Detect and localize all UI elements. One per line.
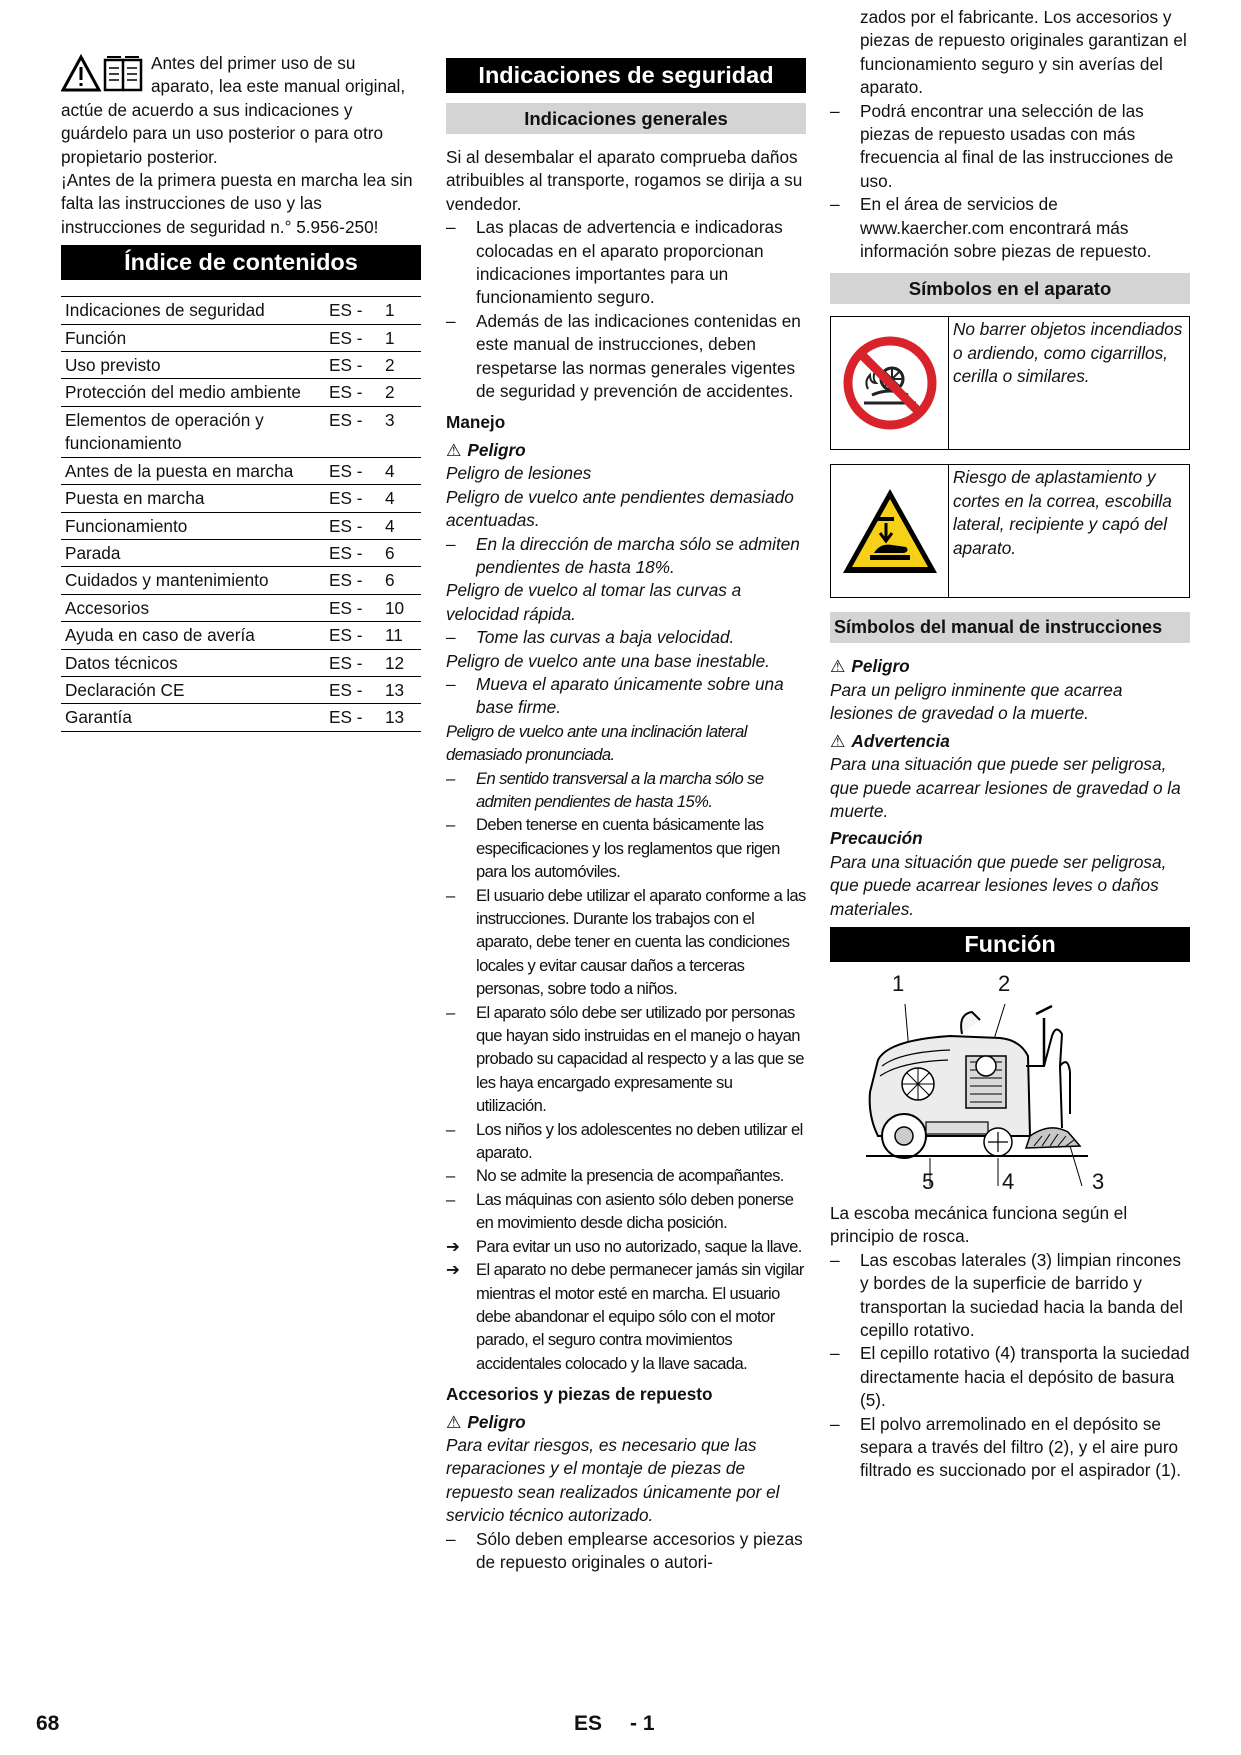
figure-label: 5: [922, 1168, 935, 1194]
toc-page: 3: [383, 406, 421, 457]
toc-page: 10: [383, 594, 421, 621]
list-item: – En el área de servicios de www.kaercher.com encontrará más información sobre piezas de repuesto.: [830, 194, 1152, 262]
precaucion-label: Precaución: [830, 828, 923, 849]
manejo-warning: ⚠ Peligro: [446, 439, 526, 460]
toc-page: 13: [383, 676, 421, 703]
precaucion-text: Para una situación que puede ser peligrosa, que puede acarrear lesiones leves o daños materiales.: [830, 851, 1167, 919]
toc-page: 12: [383, 649, 421, 676]
toc-prefix: ES -: [327, 567, 383, 594]
column-1: [61, 52, 421, 732]
list-item: – El cepillo rotativo (4) transporta la suciedad directamente hacia el depósito de basura (5).: [830, 1343, 1190, 1411]
toc-row: [61, 512, 421, 539]
toc-label: Antes de la puesta en marcha: [61, 457, 327, 484]
manejo-title: Manejo: [446, 412, 506, 433]
toc-page: 2: [383, 352, 421, 379]
figure-label: 2: [998, 970, 1011, 996]
list-item: – Mueva el aparato únicamente sobre una base firme.: [446, 673, 784, 718]
intro-text-2: ¡Antes de la primera puesta en marcha lea sin falta las instrucciones de uso y las instrucciones de seguridad n.° 5.956-250!: [61, 170, 413, 237]
page-number: 68: [36, 1712, 60, 1735]
general-title: Indicaciones generales: [446, 103, 806, 134]
toc-prefix: ES -: [327, 406, 383, 457]
toc-prefix: ES -: [327, 622, 383, 649]
toc-prefix: ES -: [327, 594, 383, 621]
symbol-description: Riesgo de aplastamiento y cortes en la correa, escobilla lateral, recipiente y capó del aparato.: [953, 467, 1172, 558]
toc-page: 1: [383, 297, 421, 324]
toc-row: [61, 406, 421, 457]
toc-label: Elementos de operación y funcionamiento: [61, 406, 327, 457]
peligro-text: Para un peligro inminente que acarrea lesiones de gravedad o la muerte.: [830, 679, 1123, 724]
toc-page: 11: [383, 622, 421, 649]
toc-prefix: ES -: [327, 352, 383, 379]
list-item: – No se admite la presencia de acompañantes.: [446, 1166, 784, 1186]
accessories-title: Accesorios y piezas de repuesto: [446, 1384, 713, 1405]
toc-label: Uso previsto: [61, 352, 327, 379]
toc-prefix: ES -: [327, 379, 383, 406]
accessories-text: Para evitar riesgos, es necesario que las reparaciones y el montaje de piezas de repuesto sean realizados únicamente por el servicio técnico autorizado.: [446, 1434, 780, 1526]
toc-prefix: ES -: [327, 324, 383, 351]
intro-block: [61, 52, 421, 239]
list-item: – Deben tenerse en cuenta básicamente las especificaciones y los reglamentos que rigen para los automóviles.: [446, 815, 780, 882]
toc-row: [61, 594, 421, 621]
toc-page: 4: [383, 512, 421, 539]
symbol-box-fire: [830, 316, 1190, 450]
warning-icon: ⚠: [446, 439, 462, 460]
toc-label: Cuidados y mantenimiento: [61, 567, 327, 594]
toc-row: [61, 352, 421, 379]
symbol-image: [831, 317, 949, 449]
list-item: – Los niños y los adolescentes no deben utilizar el aparato.: [446, 1119, 803, 1163]
toc-label: Accesorios: [61, 594, 327, 621]
column-3: [830, 7, 1190, 1483]
toc-prefix: ES -: [327, 485, 383, 512]
toc-prefix: ES -: [327, 704, 383, 731]
footer-sub: - 1: [630, 1712, 655, 1735]
list-item: – Además de las indicaciones contenidas en este manual de instrucciones, deben respetarse las normas generales vigentes de seguridad y prevención de accidentes.: [446, 310, 801, 402]
figure-label: 1: [892, 970, 905, 996]
symbol-box-crush: [830, 464, 1190, 598]
safety-title: Indicaciones de seguridad: [446, 58, 806, 93]
toc-prefix: ES -: [327, 457, 383, 484]
manejo-line: Peligro de vuelco ante una inclinación lateral demasiado pronunciada.: [446, 721, 747, 765]
toc-label: Declaración CE: [61, 676, 327, 703]
toc-row: [61, 457, 421, 484]
toc-page: 1: [383, 324, 421, 351]
funcion-text: La escoba mecánica funciona según el principio de rosca.: [830, 1202, 1128, 1247]
list-item: – Las máquinas con asiento sólo deben ponerse en movimiento desde dicha posición.: [446, 1189, 794, 1233]
toc-prefix: ES -: [327, 539, 383, 566]
list-item: – Sólo deben emplearse accesorios y piezas de repuesto originales o autori-: [446, 1528, 803, 1572]
toc-row: [61, 567, 421, 594]
figure-label: 4: [1002, 1168, 1015, 1194]
crush-hazard-icon: [840, 485, 940, 577]
toc-label: Garantía: [61, 704, 327, 731]
warning-book-icon: [61, 54, 145, 94]
toc-table: [61, 296, 421, 732]
toc-label: Función: [61, 324, 327, 351]
toc-prefix: ES -: [327, 676, 383, 703]
sweeper-diagram: [830, 996, 1190, 1196]
toc-page: 6: [383, 567, 421, 594]
arrow-item: ➔ Para evitar un uso no autorizado, saque la llave.: [446, 1235, 806, 1258]
toc-prefix: ES -: [327, 512, 383, 539]
toc-prefix: ES -: [327, 297, 383, 324]
toc-page: 2: [383, 379, 421, 406]
manejo-line: Peligro de vuelco ante una base inestable.: [446, 650, 770, 671]
toc-row: [61, 297, 421, 324]
toc-page: 4: [383, 457, 421, 484]
toc-label: Funcionamiento: [61, 512, 327, 539]
toc-title: Índice de contenidos: [61, 245, 421, 280]
toc-label: Protección del medio ambiente: [61, 379, 327, 406]
toc-label: Puesta en marcha: [61, 485, 327, 512]
accessories-warning: ⚠ Peligro: [446, 1411, 526, 1432]
list-item: – Las escobas laterales (3) limpian rincones y bordes de la superficie de barrido y transportan la suciedad hacia la banda del cepillo rotativo.: [830, 1249, 1183, 1340]
symbol-description: No barrer objetos incendiados o ardiendo, como cigarrillos, cerilla o similares.: [953, 319, 1183, 387]
arrow-icon: ➔: [446, 1260, 460, 1280]
funcion-title: Función: [830, 927, 1190, 962]
warning-icon: ⚠: [830, 656, 846, 677]
list-item-continued: zados por el fabricante. Los accesorios y piezas de repuesto originales garantizan el funcionamiento seguro y sin averías del aparato.: [860, 7, 1187, 98]
device-symbols-title: Símbolos en el aparato: [830, 273, 1190, 304]
warning-manual-icons: [61, 54, 145, 94]
footer-lang: ES: [574, 1712, 603, 1735]
warning-icon: ⚠: [830, 730, 846, 751]
toc-label: Ayuda en caso de avería: [61, 622, 327, 649]
manejo-line: Peligro de lesiones: [446, 463, 592, 484]
general-text: Si al desembalar el aparato comprueba daños atribuibles al transporte, rogamos se dirija a su vendedor.: [446, 147, 803, 214]
toc-row: [61, 622, 421, 649]
symbol-image: [831, 465, 949, 597]
list-item: – El usuario debe utilizar el aparato conforme a las instrucciones. Durante los trabajos con el aparato, debe tener en cuenta las condiciones locales y evitar causar daños a terceras personas, sobre todo a niños.: [446, 885, 806, 999]
toc-row: [61, 379, 421, 406]
arrow-item: ➔ El aparato no debe permanecer jamás sin vigilar mientras el motor esté en marcha. El usuario debe abandonar el equipo sólo con el motor parado, el seguro contra movimientos accidentales colocado y la llave sacada.: [446, 1258, 806, 1375]
list-item: – Las placas de advertencia e indicadoras colocadas en el aparato proporcionan indicaciones importantes para un funcionamiento seguro.: [446, 217, 783, 308]
list-item: – En la dirección de marcha sólo se admiten pendientes de hasta 18%.: [446, 533, 800, 577]
intro-text-1: Antes del primer uso de su aparato, lea este manual original, actúe de acuerdo a sus indicaciones y guárdelo para un uso posterior o para otro propietario posterior.: [61, 53, 406, 167]
toc-row: [61, 539, 421, 566]
toc-prefix: ES -: [327, 649, 383, 676]
toc-row: [61, 324, 421, 351]
toc-label: Parada: [61, 539, 327, 566]
peligro-label: ⚠ Peligro: [830, 656, 910, 677]
toc-page: 4: [383, 485, 421, 512]
toc-row: [61, 676, 421, 703]
toc-page: 13: [383, 704, 421, 731]
toc-row: [61, 704, 421, 731]
list-item: – Podrá encontrar una selección de las piezas de repuesto usadas con más frecuencia al final de las instrucciones de uso.: [830, 100, 1174, 191]
column-2: [446, 52, 806, 1574]
toc-label: Indicaciones de seguridad: [61, 297, 327, 324]
toc-row: [61, 485, 421, 512]
manual-symbols-title: Símbolos del manual de instrucciones: [830, 612, 1190, 643]
toc-label: Datos técnicos: [61, 649, 327, 676]
manejo-line: Peligro de vuelco al tomar las curvas a velocidad rápida.: [446, 580, 742, 624]
list-item: – Tome las curvas a baja velocidad.: [446, 627, 735, 648]
figure-label: 3: [1092, 1168, 1105, 1194]
no-burning-objects-icon: [842, 335, 938, 431]
arrow-icon: ➔: [446, 1236, 460, 1256]
warning-icon: ⚠: [446, 1411, 462, 1432]
list-item: – El polvo arremolinado en el depósito se separa a través del filtro (2), y el aire puro filtrado es succionado por el aspirador (1).: [830, 1413, 1181, 1481]
list-item: – El aparato sólo debe ser utilizado por personas que hayan sido instruidas en el manejo o hayan probado su capacidad al respecto y a las que se les haya encargado expresamente su utilización.: [446, 1002, 804, 1116]
manejo-line: Peligro de vuelco ante pendientes demasiado acentuadas.: [446, 486, 794, 531]
sweeper-figure: [830, 972, 1190, 1202]
toc-page: 6: [383, 539, 421, 566]
advertencia-text: Para una situación que puede ser peligrosa, que puede acarrear lesiones de gravedad o la muerte.: [830, 754, 1181, 821]
toc-row: [61, 649, 421, 676]
list-item: – En sentido transversal a la marcha sólo se admiten pendientes de hasta 15%.: [446, 768, 764, 811]
advertencia-label: ⚠ Advertencia: [830, 730, 950, 751]
